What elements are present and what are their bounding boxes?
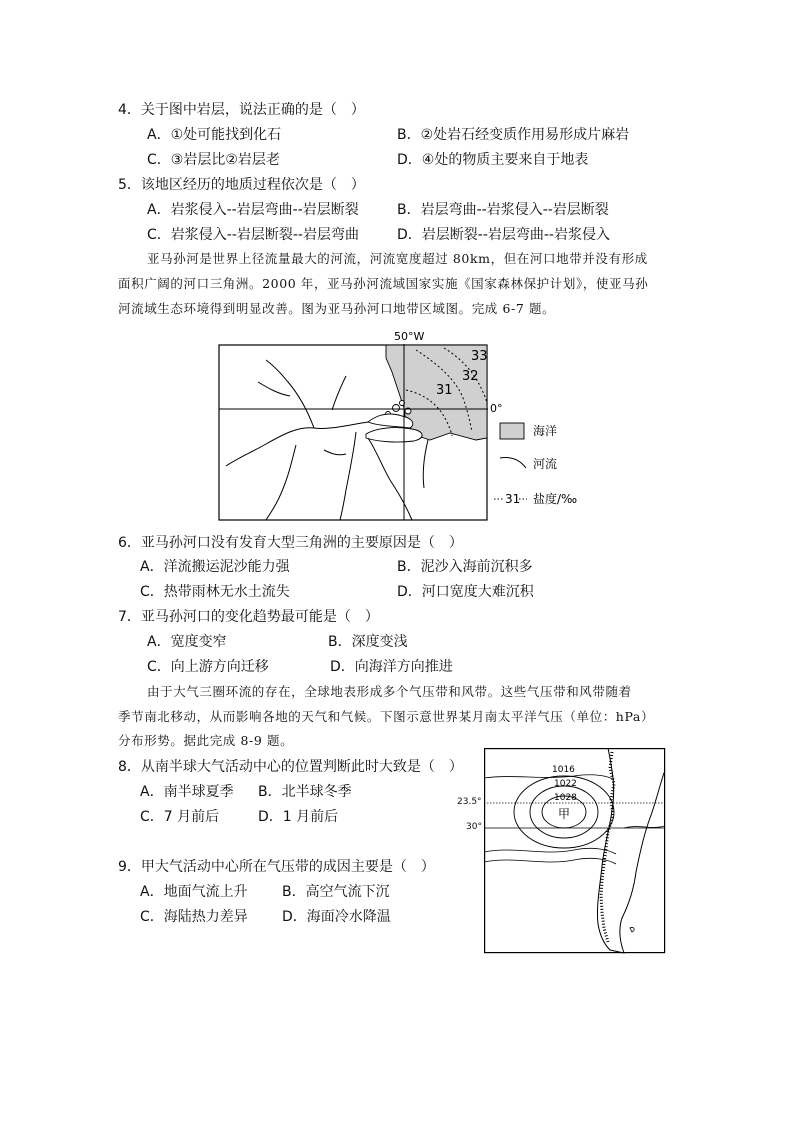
q8-option-b[interactable]: B．北半球冬季 — [258, 784, 352, 800]
legend-ocean-swatch — [500, 423, 524, 439]
q9-option-a[interactable]: A．地面气流上升 — [140, 884, 248, 900]
q5-option-b[interactable]: B．岩层弯曲--岩浆侵入--岩层断裂 — [397, 202, 609, 218]
passage2-line2: 季节南北移动，从而影响各地的天气和气候。下图示意世界某月南太平洋气压（单位：hPa） — [118, 709, 655, 724]
passage1-line2: 面积广阔的河口三角洲。2000 年，亚马孙河流域国家实施《国家森林保护计划》，使亚马孙 — [118, 276, 649, 291]
q4-option-a[interactable]: A．①处可能找到化石 — [147, 127, 282, 143]
lat-label-23: 23.5° — [457, 797, 482, 807]
q7-option-a[interactable]: A．宽度变窄 — [147, 634, 227, 650]
isobar-label-1016: 1016 — [552, 765, 575, 775]
high-center-label: 甲 — [558, 807, 571, 821]
q6-option-c[interactable]: C．热带雨林无水土流失 — [140, 584, 290, 600]
q6-option-b[interactable]: B．泥沙入海前沉积多 — [397, 559, 533, 575]
q7-stem: 7．亚马孙河口的变化趋势最可能是（ ） — [118, 609, 379, 625]
isohaline-label-32: 32 — [462, 369, 479, 384]
q4-option-b[interactable]: B．②处岩石经变质作用易形成片麻岩 — [397, 127, 630, 143]
q6-stem: 6．亚马孙河口没有发育大型三角洲的主要原因是（ ） — [118, 535, 463, 551]
q5-option-d[interactable]: D．岩层断裂--岩层弯曲--岩浆侵入 — [397, 227, 610, 243]
q9-option-c[interactable]: C．海陆热力差异 — [140, 909, 248, 925]
q8-option-d[interactable]: D．1 月前后 — [258, 809, 339, 825]
legend-salinity-label: 盐度/‰ — [533, 492, 578, 506]
island-small-1 — [393, 405, 400, 412]
q8-option-c[interactable]: C．7 月前后 — [140, 809, 220, 825]
q8-option-a[interactable]: A．南半球夏季 — [140, 784, 234, 800]
lat-label: 0° — [490, 402, 503, 415]
q6-option-a[interactable]: A．洋流搬运泥沙能力强 — [140, 559, 290, 575]
isobar-label-1028: 1028 — [554, 793, 577, 803]
q4-option-c[interactable]: C．③岩层比②岩层老 — [147, 152, 280, 168]
q9-option-d[interactable]: D．海面冷水降温 — [282, 909, 391, 925]
q7-option-c[interactable]: C．向上游方向迁移 — [147, 659, 269, 675]
q5-option-a[interactable]: A．岩浆侵入--岩层弯曲--岩层断裂 — [147, 202, 359, 218]
q9-stem: 9．甲大气活动中心所在气压带的成因主要是（ ） — [118, 859, 435, 875]
isohaline-label-33: 33 — [471, 349, 488, 364]
isobar-label-1022: 1022 — [554, 779, 577, 789]
lon-label: 50°W — [394, 330, 425, 343]
q7-option-d[interactable]: D．向海洋方向推进 — [330, 659, 453, 675]
amazon-map-svg — [218, 330, 598, 522]
q6-option-d[interactable]: D．河口宽度大难沉积 — [397, 584, 534, 600]
legend-salinity-sample: 31 — [505, 492, 521, 506]
legend-river-label: 河流 — [533, 457, 558, 471]
legend-river-swatch — [500, 457, 526, 468]
legend-ocean-label: 海洋 — [533, 424, 558, 438]
q9-option-b[interactable]: B．高空气流下沉 — [282, 884, 390, 900]
isohaline-label-31: 31 — [436, 383, 453, 398]
q7-option-b[interactable]: B．深度变浅 — [328, 634, 408, 650]
pressure-map-svg — [484, 748, 666, 954]
lat-label-30: 30° — [466, 822, 482, 832]
passage2-line1: 由于大气三圈环流的存在，全球地表形成多个气压带和风带。这些气压带和风带随着 — [147, 684, 632, 699]
q4-option-d[interactable]: D．④处的物质主要来自于地表 — [397, 152, 589, 168]
q8-stem: 8．从南半球大气活动中心的位置判断此时大致是（ ） — [118, 759, 463, 775]
passage1-line3: 河流域生态环境得到明显改善。图为亚马孙河口地带区域图。完成 6-7 题。 — [118, 301, 556, 316]
q4-stem: 4．关于图中岩层，说法正确的是（ ） — [118, 102, 365, 118]
pressure-map — [457, 748, 666, 954]
q5-stem: 5．该地区经历的地质过程依次是（ ） — [118, 177, 365, 193]
amazon-estuary-map — [218, 330, 598, 522]
passage2-line3: 分布形势。据此完成 8-9 题。 — [118, 733, 294, 748]
q5-option-c[interactable]: C．岩浆侵入--岩层断裂--岩层弯曲 — [147, 227, 359, 243]
passage1-line1: 亚马孙河是世界上径流量最大的河流，河流宽度超过 80km，但在河口地带并没有形成 — [147, 251, 648, 266]
